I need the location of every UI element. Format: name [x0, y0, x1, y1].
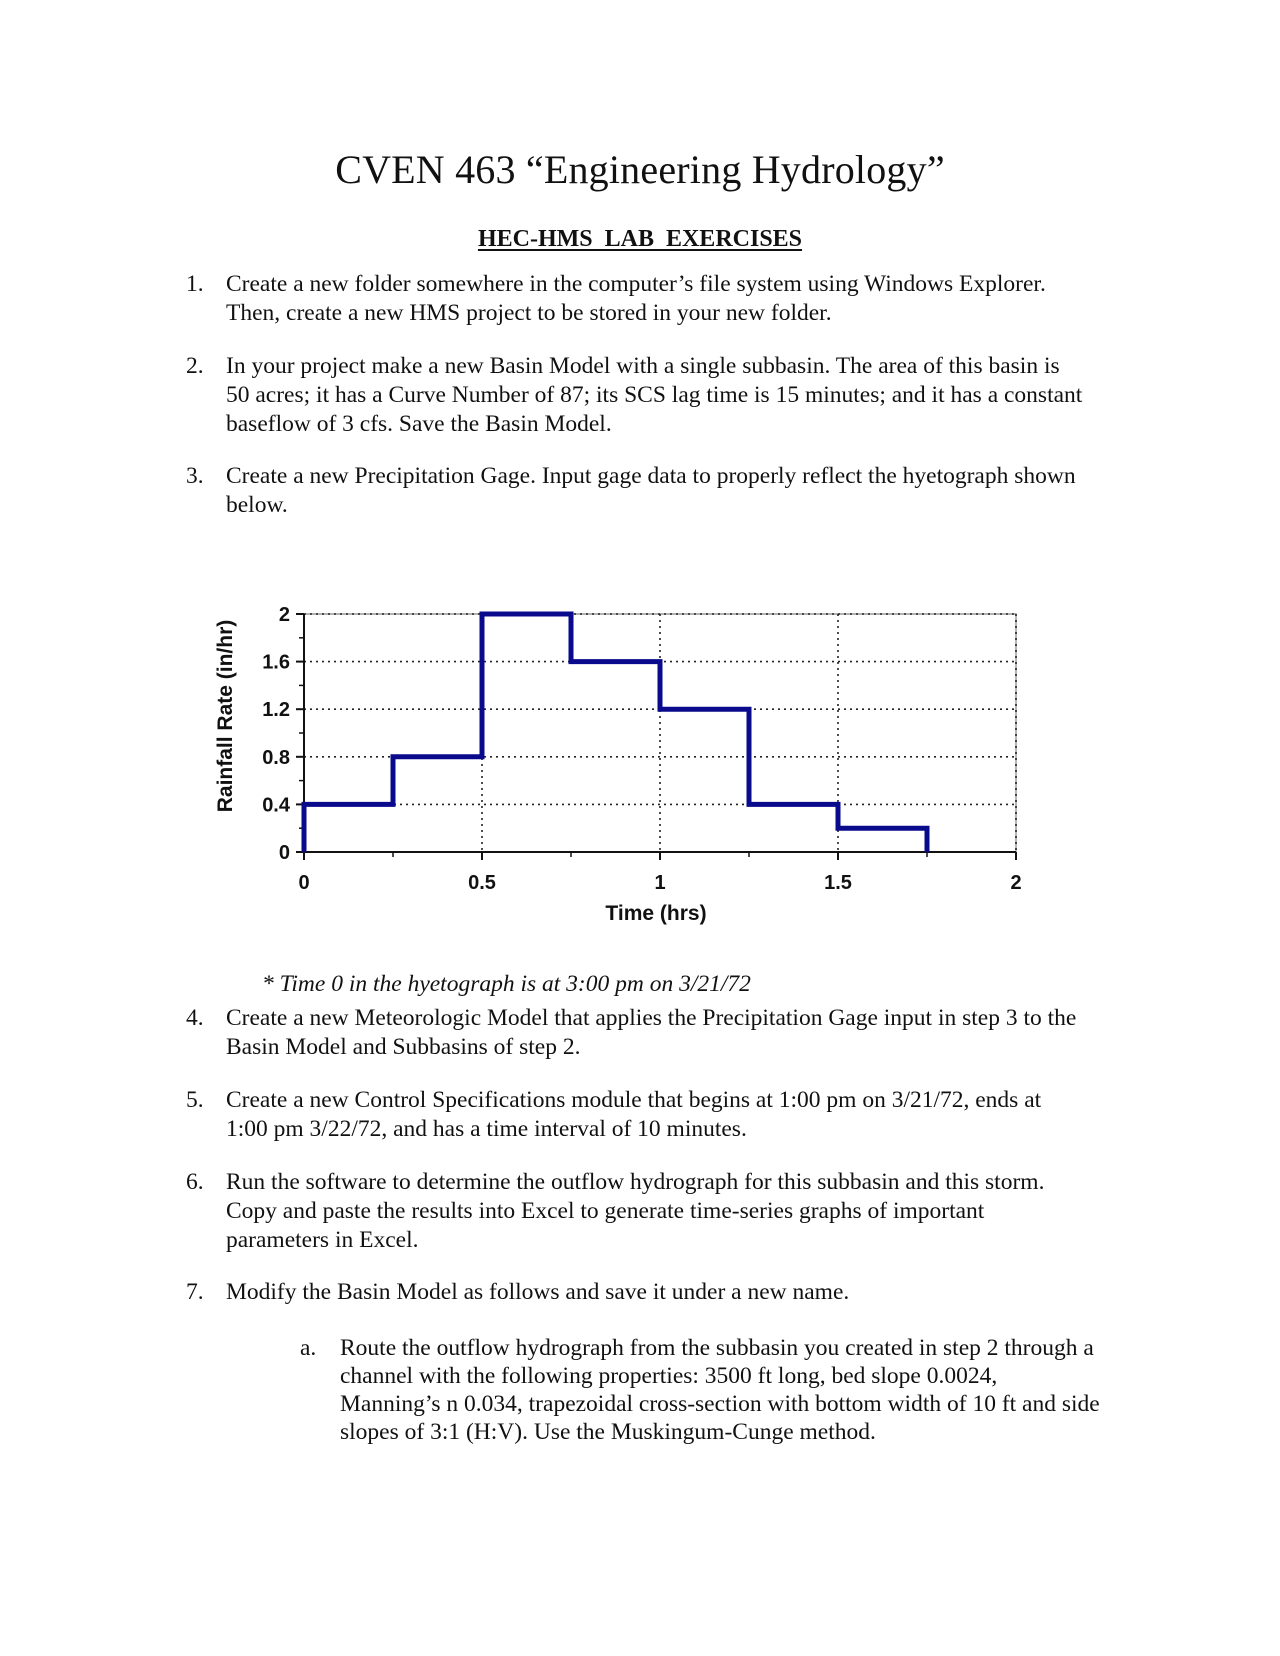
list-item-number: 6.	[186, 1169, 204, 1195]
y-tick-label: 0	[278, 842, 290, 864]
list-item-text: Create a new Control Specifications module that begins at 1:00 pm on 3/21/72, ends at 1:00 pm 3/22/72, and has a time interval of 10 minutes.	[226, 1087, 1042, 1142]
list-item-text: Run the software to determine the outflow hydrograph for this subbasin and this storm. Copy and paste the results into Excel to generate time-series graphs of important parameters in Excel.	[226, 1169, 1045, 1253]
sub-item-number: a.	[300, 1335, 317, 1361]
document-subtitle	[0, 226, 1280, 253]
plot-border	[304, 614, 1016, 852]
y-tick-label: 2	[278, 604, 290, 626]
y-tick-label: 0.8	[262, 746, 290, 769]
y-axis-label: Rainfall Rate (in/hr)	[214, 619, 237, 813]
list-item-number: 4.	[186, 1005, 204, 1031]
x-tick-label: 1	[654, 872, 666, 894]
hyetograph-note: * Time 0 in the hyetograph is at 3:00 pm on 3/21/72	[262, 971, 751, 997]
y-tick-label: 1.2	[262, 699, 290, 722]
list-item-text: In your project make a new Basin Model with a single subbasin. The area of this basin is 50 acres; it has a Curve Number of 87; its SCS lag time is 15 minutes; and it has a constant baseflow of 3 cfs. Save the Basin Model.	[226, 353, 1083, 437]
list-item-number: 2.	[186, 353, 204, 379]
x-tick-label: 0	[298, 872, 310, 894]
rainfall-step-line	[304, 614, 927, 852]
list-item-number: 1.	[186, 271, 204, 297]
list-item-number: 5.	[186, 1087, 204, 1113]
list-item-text: Create a new Precipitation Gage. Input gage data to properly reflect the hyetograph shown below.	[226, 463, 1076, 518]
sub-item-text: Route the outflow hydrograph from the subbasin you created in step 2 through a channel with the following properties: 3500 ft long, bed slope 0.0024, Manning’s n 0.034, trapezoidal cross-section with bottom width of 10 ft and side slopes of 3:1 (H:V). Use the Muskingum-Cunge method.	[340, 1335, 1100, 1445]
x-tick-label: 1.5	[824, 872, 852, 894]
chart-series	[304, 614, 927, 852]
chart-tick-labels	[262, 604, 1021, 894]
list-item-text: Modify the Basin Model as follows and save it under a new name.	[226, 1279, 850, 1305]
y-tick-label: 1.6	[262, 651, 290, 674]
y-tick-label: 0.4	[262, 794, 290, 817]
list-item-number: 3.	[186, 463, 204, 489]
x-tick-label: 2	[1010, 872, 1022, 894]
document-title: CVEN 463 “Engineering Hydrology”	[335, 147, 945, 192]
x-axis-label: Time (hrs)	[605, 902, 707, 925]
hyetograph-chart	[200, 590, 1020, 930]
subtitle-text: HEC-HMS LAB EXERCISES	[477, 226, 803, 252]
x-tick-label: 0.5	[468, 872, 496, 894]
list-item-number: 7.	[186, 1279, 204, 1305]
chart-grid	[304, 614, 1016, 852]
list-item-text: Create a new folder somewhere in the computer’s file system using Windows Explorer. Then, create a new HMS project to be stored in your new folder.	[226, 271, 1046, 326]
list-item-text: Create a new Meteorologic Model that applies the Precipitation Gage input in step 3 to the Basin Model and Subbasins of step 2.	[226, 1005, 1077, 1060]
chart-axes	[296, 614, 1016, 860]
